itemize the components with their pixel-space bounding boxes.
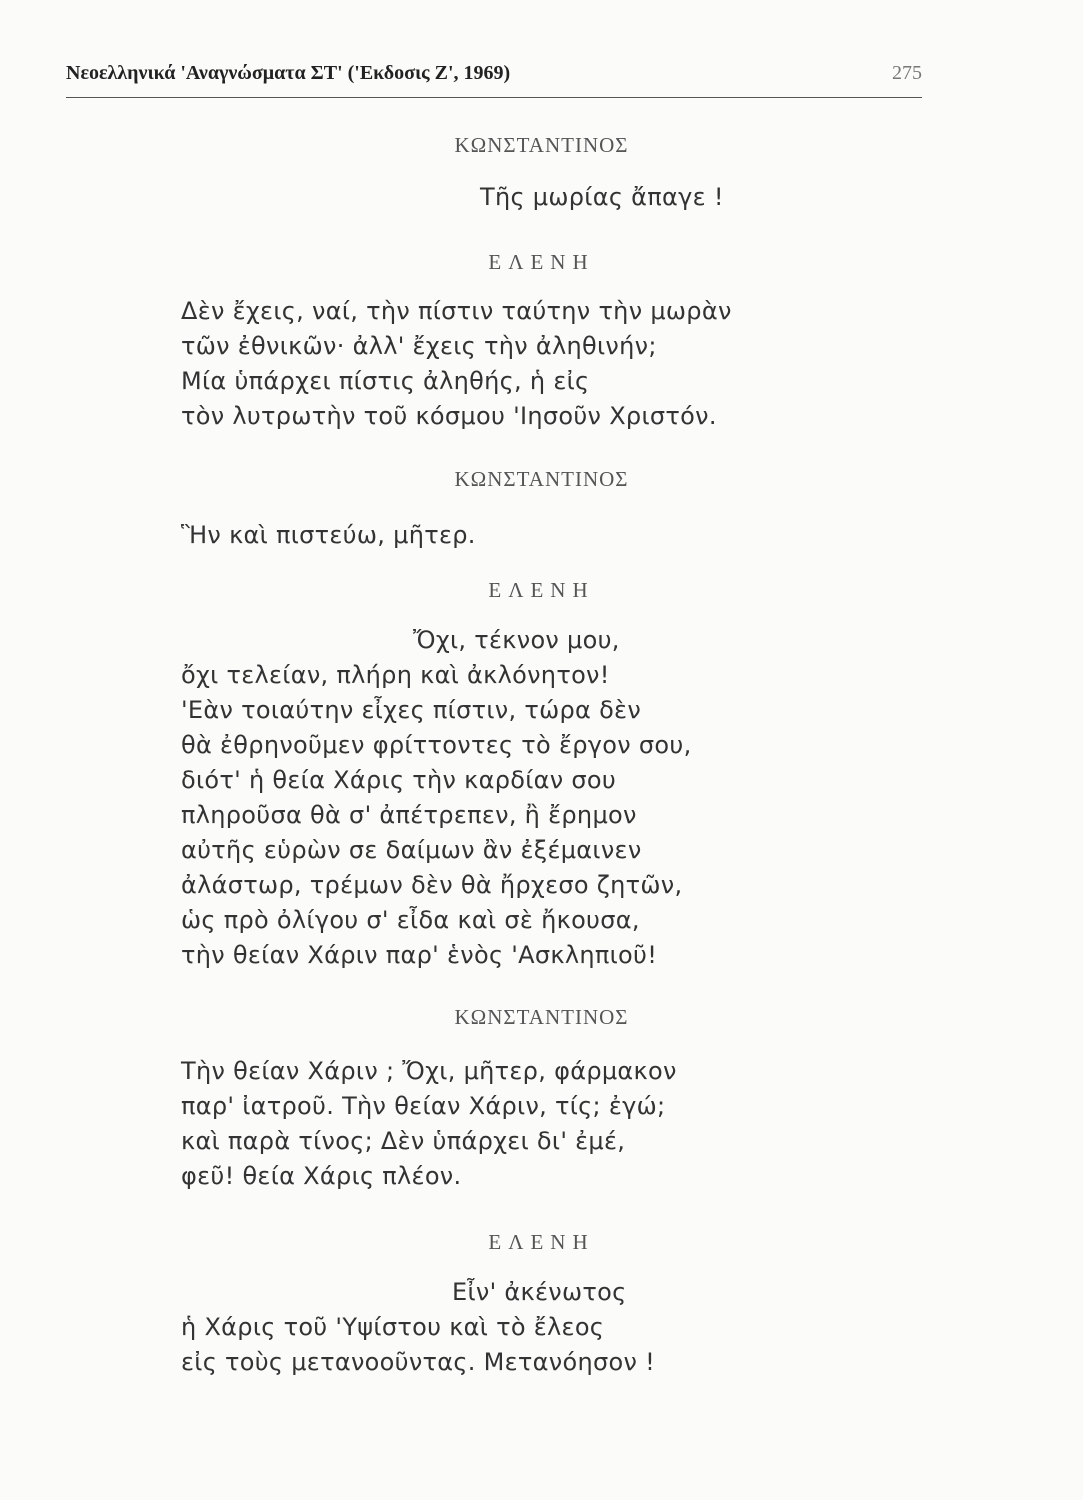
running-head — [66, 62, 922, 85]
verse-line: τὴν θείαν Χάριν παρ' ἑνὸς 'Ασκληπιοῦ! — [181, 941, 658, 969]
verse-line: διότ' ἡ θεία Χάρις τὴν καρδίαν σου — [181, 766, 617, 794]
verse-line: Τὴν θείαν Χάριν ; Ὄχι, μῆτερ, φάρμακον — [181, 1057, 677, 1085]
verse-line: αὐτῆς εὑρὼν σε δαίμων ἂν ἐξέμαινεν — [181, 836, 642, 864]
verse-line: ἀλάστωρ, τρέμων δὲν θὰ ἤρχεσο ζητῶν, — [181, 871, 683, 899]
verse-line: καὶ παρὰ τίνος; Δὲν ὑπάρχει δι' ἐμέ, — [181, 1127, 626, 1155]
verse-line: ἡ Χάρις τοῦ 'Υψίστου καὶ τὸ ἔλεος — [181, 1313, 605, 1341]
verse-line: τὸν λυτρωτὴν τοῦ κόσμου 'Ιησοῦν Χριστόν. — [181, 402, 717, 430]
verse-line: ὄχι τελείαν, πλήρη καὶ ἀκλόνητον! — [181, 661, 610, 689]
speaker-heading: ΚΩΝΣΤΑΝΤΙΝΟΣ — [454, 467, 629, 491]
verse-line: Εἶν' ἀκένωτος — [452, 1278, 627, 1306]
verse-line: Ὄχι, τέκνον μου, — [413, 626, 620, 654]
verse-line: Μία ὑπάρχει πίστις ἀληθής, ἡ εἰς — [181, 367, 590, 395]
header-rule — [66, 97, 922, 98]
verse-line: Ἣν καὶ πιστεύω, μῆτερ. — [181, 521, 476, 549]
speaker-heading: ΕΛΕΝΗ — [488, 578, 595, 602]
verse-line: θὰ ἐθρηνοῦμεν φρίττοντες τὸ ἔργον σου, — [181, 731, 692, 759]
verse-line: εἰς τοὺς μετανοοῦντας. Μετανόησον ! — [181, 1348, 656, 1376]
speaker-heading: ΕΛΕΝΗ — [488, 250, 595, 274]
verse-line: 'Εὰν τοιαύτην εἶχες πίστιν, τώρα δὲν — [181, 696, 642, 724]
speaker-heading: ΕΛΕΝΗ — [488, 1230, 595, 1254]
verse-line: παρ' ἰατροῦ. Τὴν θείαν Χάριν, τίς; ἐγώ; — [181, 1092, 666, 1120]
verse-line: Τῆς μωρίας ἄπαγε ! — [480, 183, 724, 211]
verse-line: φεῦ! θεία Χάρις πλέον. — [181, 1162, 462, 1190]
verse-line: πληροῦσα θὰ σ' ἀπέτρεπεν, ἢ ἔρημον — [181, 801, 637, 829]
page-number: 275 — [892, 62, 922, 84]
speaker-heading: ΚΩΝΣΤΑΝΤΙΝΟΣ — [454, 1005, 629, 1029]
verse-line: Δὲν ἔχεις, ναί, τὴν πίστιν ταύτην τὴν μωρὰν — [181, 297, 732, 325]
speaker-heading: ΚΩΝΣΤΑΝΤΙΝΟΣ — [454, 133, 629, 157]
verse-line: ὡς πρὸ ὀλίγου σ' εἶδα καὶ σὲ ἤκουσα, — [181, 906, 640, 934]
verse-line: τῶν ἐθνικῶν· ἀλλ' ἔχεις τὴν ἀληθινήν; — [181, 332, 657, 360]
running-head-title: Νεοελληνικά 'Αναγνώσματα ΣΤ' ('Εκδοσις Ζ', 1969) — [66, 62, 511, 84]
